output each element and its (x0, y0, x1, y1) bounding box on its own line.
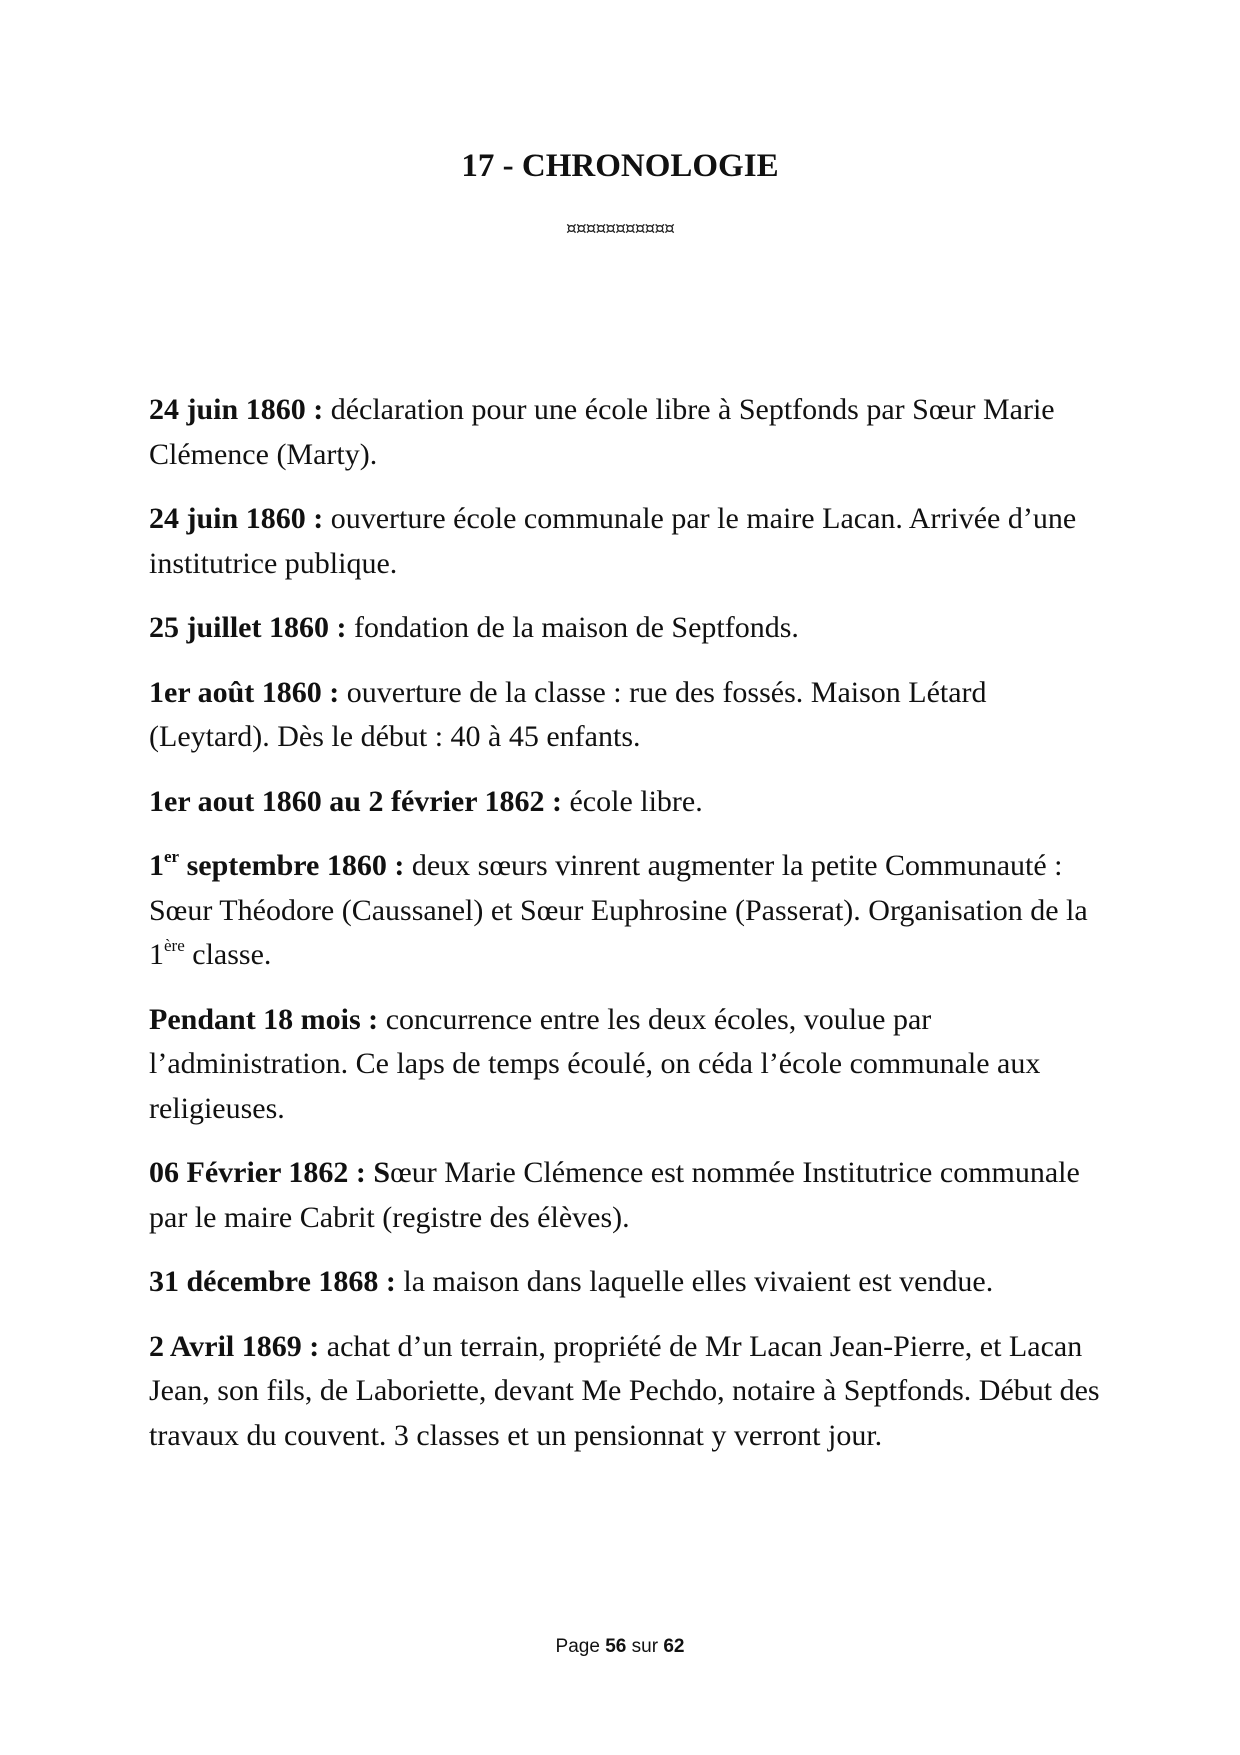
entry-date-suffix: septembre 1860 : (179, 849, 405, 882)
entry-date: 24 juin 1860 : (149, 393, 324, 426)
entry-text: ouverture de la classe : rue des fossés. Maison Létard (Leytard). Dès le début : 40 à 45 enfants. (149, 675, 987, 753)
page-number: 56 (605, 1636, 627, 1657)
entry-text: œur Marie Clémence est nommée Institutrice communale par le maire Cabrit (registre des élèves). (149, 1156, 1080, 1234)
entry-date: 31 décembre 1868 : (149, 1265, 396, 1298)
entry-date: 1er aout 1860 au 2 février 1862 : (149, 784, 562, 818)
entry-text: deux sœurs vinrent augmenter la petite Communauté : Sœur Théodore (Caussanel) et Sœur Euphrosine (Passerat). Organisation de la 1 (149, 849, 1088, 971)
entry-text: fondation de la maison de Septfonds. (346, 611, 799, 644)
entry-date: 1er août 1860 : (149, 675, 340, 709)
page-title: 17 - CHRONOLOGIE (461, 148, 779, 184)
entry-text-end: classe. (184, 938, 272, 971)
page-label: Page (555, 1636, 600, 1657)
chronology-entry (149, 671, 1109, 760)
chronology-entry (149, 1260, 1109, 1305)
entry-text: concurrence entre les deux écoles, voulue par l’administration. Ce laps de temps écoulé, on céda l’école communale aux religieuses. (149, 1002, 1041, 1125)
entry-date: Pendant 18 mois : (149, 1002, 379, 1036)
entry-date: 06 Février 1862 : S (149, 1156, 391, 1189)
of-label: sur (631, 1636, 659, 1657)
entry-text: école libre. (561, 784, 703, 818)
page-footer (0, 1635, 1240, 1659)
chronology-entry (149, 998, 1109, 1132)
chronology-entry (149, 1151, 1109, 1240)
entry-text: déclaration pour une école libre à Septfonds par Sœur Marie Clémence (Marty). (149, 393, 1055, 471)
entry-date: 24 juin 1860 : (149, 502, 324, 535)
chronology-list (149, 388, 1109, 1478)
chronology-entry (149, 497, 1109, 586)
entry-text: la maison dans laquelle elles vivaient est vendue. (395, 1265, 994, 1298)
entry-text: achat d’un terrain, propriété de Mr Lacan Jean-Pierre, et Lacan Jean, son fils, de Laboriette, devant Me Pechdo, notaire à Septfonds. Début des travaux du couvent. 3 classes et un pensionnat y verront jour. (149, 1329, 1100, 1452)
entry-text: ouverture école communale par le maire Lacan. Arrivée d’une institutrice publique. (149, 502, 1077, 580)
chronology-entry (149, 388, 1109, 477)
entry-date: 2 Avril 1869 : (149, 1329, 320, 1363)
chronology-entry (149, 780, 1109, 825)
ornament-divider: ¤¤¤¤¤¤¤¤¤¤¤ (566, 219, 674, 239)
entry-date-prefix: 1 (149, 849, 164, 882)
total-pages: 62 (663, 1636, 685, 1657)
entry-date: 25 juillet 1860 : (149, 611, 347, 644)
chronology-entry (149, 1325, 1109, 1459)
chronology-entry (149, 606, 1109, 651)
chronology-entry (149, 844, 1109, 978)
entry-date (149, 849, 404, 882)
entry-date-superscript: er (164, 847, 180, 866)
entry-text-superscript: ère (164, 936, 185, 955)
